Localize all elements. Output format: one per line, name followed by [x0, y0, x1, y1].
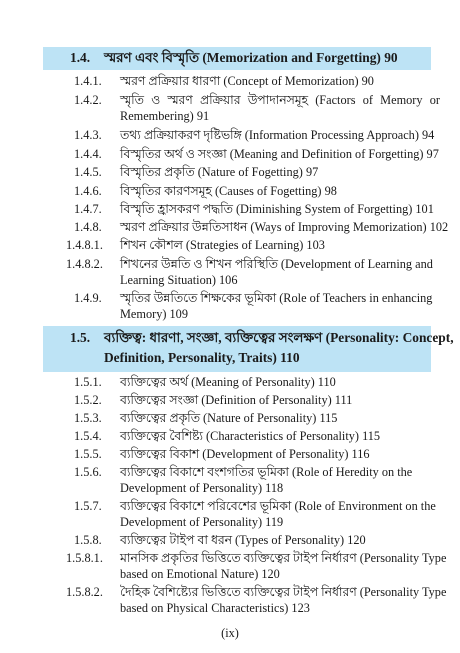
- entry-title: ব্যক্তিত্বের অর্থ (Meaning of Personality) 110: [120, 375, 336, 389]
- entry-number: 1.5.1.: [74, 375, 102, 389]
- entry-continuation: based on Emotional Nature) 120: [120, 567, 280, 581]
- entry-number: 1.5.8.1.: [66, 551, 103, 565]
- section-heading-continuation: [104, 348, 300, 368]
- entry-title: ব্যক্তিত্বের বিকাশে বংশগতির ভূমিকা (Role of Heredity on the: [120, 465, 413, 479]
- entry-continuation: Memory) 109: [120, 307, 188, 321]
- entry-number: 1.4.8.2.: [66, 257, 103, 271]
- entry-number: 1.5.3.: [74, 411, 102, 425]
- entry-continuation: Development of Personality) 118: [120, 481, 284, 495]
- entry-number: 1.4.1.: [74, 74, 102, 88]
- entry-number: 1.4.3.: [74, 128, 102, 142]
- entry-number: 1.4.8.1.: [66, 238, 103, 252]
- entry-number: 1.5.8.: [74, 533, 102, 547]
- entry-number: 1.4.2.: [74, 93, 102, 107]
- entry-title: শিখন কৌশল (Strategies of Learning) 103: [120, 238, 325, 252]
- entry-title: ব্যক্তিত্বের প্রকৃতি (Nature of Personality) 115: [120, 411, 338, 425]
- entry-title: স্মরণ প্রক্রিয়ার ধারণা (Concept of Memorization) 90: [120, 74, 374, 88]
- entry-title: মানসিক প্রকৃতির ভিত্তিতে ব্যক্তিত্বের টাইপ নির্ধারণ (Personality Type: [120, 551, 447, 565]
- entry-number: 1.4.5.: [74, 165, 102, 179]
- entry-title: ব্যক্তিত্বের বৈশিষ্ট্য (Characteristics of Personality) 115: [120, 429, 381, 443]
- entry-title: বিস্মৃতি হ্রাসকরণ পদ্ধতি (Diminishing System of Forgetting) 101: [120, 202, 434, 216]
- section-title: স্মরণ এবং বিস্মৃতি (Memorization and Forgetting) 90: [104, 50, 398, 65]
- entry-title: ব্যক্তিত্বের টাইপ বা ধরন (Types of Personality) 120: [120, 533, 366, 547]
- entry-title: বিস্মৃতির কারণসমূহ (Causes of Fogetting) 98: [120, 184, 337, 198]
- entry-title: স্মৃতির উন্নতিতে শিক্ষকের ভূমিকা (Role of Teachers in enhancing: [120, 291, 433, 305]
- entry-number: 1.5.6.: [74, 465, 102, 479]
- entry-continuation: Learning Situation) 106: [120, 273, 238, 287]
- entry-number: 1.4.4.: [74, 147, 102, 161]
- entry-title: স্মরণ প্রক্রিয়ার উন্নতিসাধন (Ways of Improving Memorization) 102: [120, 220, 449, 234]
- entry-title: ব্যক্তিত্বের বিকাশ (Development of Personality) 116: [120, 447, 370, 461]
- entry-number: 1.5.8.2.: [66, 585, 103, 599]
- entry-title: দৈহিক বৈশিষ্ট্যের ভিত্তিতে ব্যক্তিত্বের টাইপ নির্ধারণ (Personality Type: [120, 585, 447, 599]
- entry-number: 1.4.6.: [74, 184, 102, 198]
- entry-number: 1.5.4.: [74, 429, 102, 443]
- entry-continuation: Remembering) 91: [120, 109, 210, 123]
- entry-number: 1.5.5.: [74, 447, 102, 461]
- entry-title: শিখনের উন্নতি ও শিখন পরিস্থিতি (Development of Learning and: [120, 257, 433, 271]
- section-number: 1.5.: [70, 330, 91, 345]
- entry-number: 1.5.7.: [74, 499, 102, 513]
- section-title: ব্যক্তিত্ব: ধারণা, সংজ্ঞা, ব্যক্তিত্বের সংলক্ষণ (Personality: Concept,: [104, 330, 454, 345]
- entry-title: ব্যক্তিত্বের সংজ্ঞা (Definition of Personality) 111: [120, 393, 353, 407]
- entry-number: 1.4.7.: [74, 202, 102, 216]
- entry-title: স্মৃতি ও স্মরণ প্রক্রিয়ার উপাদানসমূহ (Factors of Memory or: [120, 93, 440, 107]
- page-number: (ix): [221, 626, 239, 640]
- section-number: 1.4.: [70, 50, 91, 65]
- entry-number: 1.4.8.: [74, 220, 102, 234]
- entry-number: 1.5.2.: [74, 393, 102, 407]
- entry-title: ব্যক্তিত্বের বিকাশে পরিবেশের ভূমিকা (Role of Environment on the: [120, 499, 436, 513]
- entry-number: 1.4.9.: [74, 291, 102, 305]
- entry-title: বিস্মৃতির প্রকৃতি (Nature of Fogetting) 97: [120, 165, 319, 179]
- entry-title: বিস্মৃতির অর্থ ও সংজ্ঞা (Meaning and Definition of Forgetting) 97: [120, 147, 439, 161]
- entry-continuation: based on Physical Characteristics) 123: [120, 601, 310, 615]
- entry-title: তথ্য প্রক্রিয়াকরণ দৃষ্টিভঙ্গি (Information Processing Approach) 94: [120, 128, 435, 142]
- entry-continuation: Development of Personality) 119: [120, 515, 284, 529]
- section-title-cont: Definition, Personality, Traits) 110: [104, 350, 300, 365]
